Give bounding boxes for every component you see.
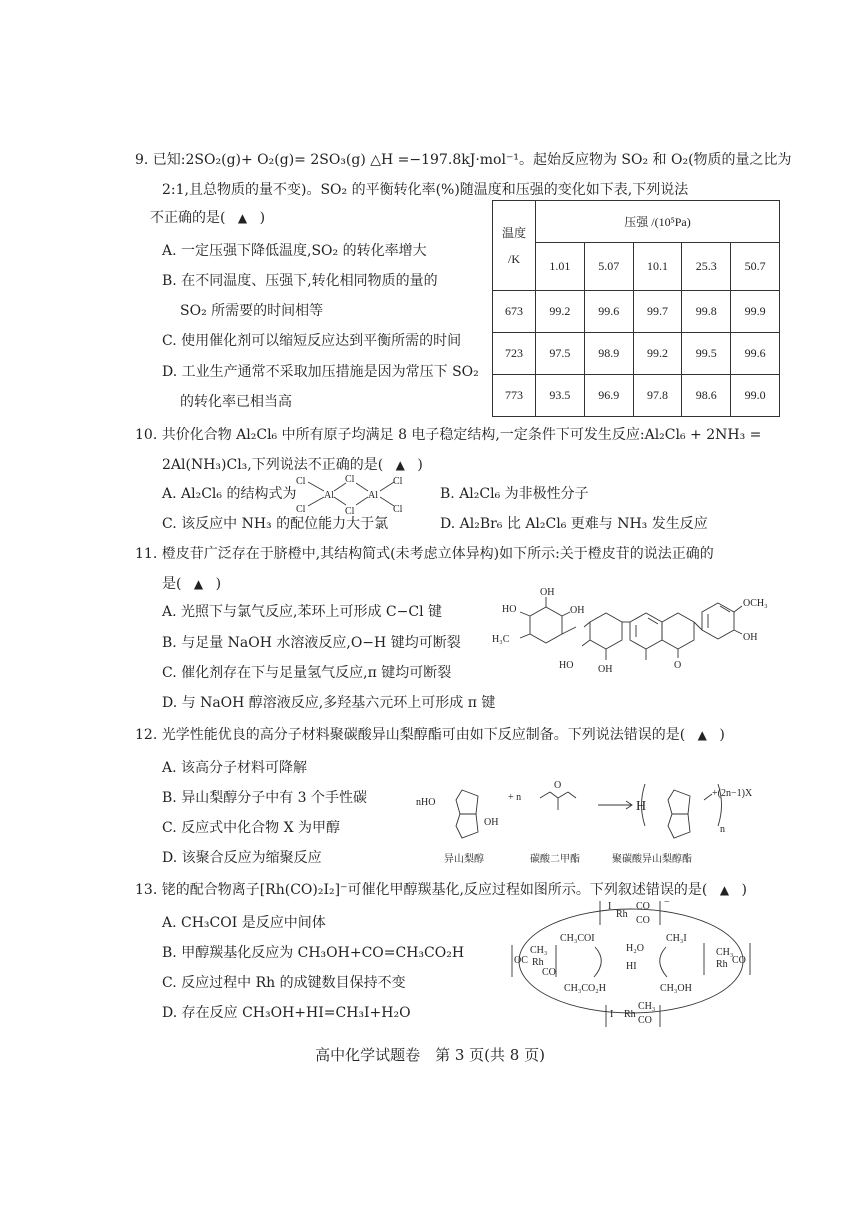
answer-marker: ▲ (237, 211, 248, 225)
answer-marker: ▲ (395, 458, 405, 472)
repeat-count-label: n (720, 824, 725, 835)
q13-close: ) (741, 882, 747, 898)
pressure-value: 1.01 (536, 243, 585, 291)
table-cell: 99.8 (682, 291, 731, 333)
q9-option-b-line2: SO₂ 所需要的时间相等 (180, 303, 324, 319)
hesperidin-structure-diagram (490, 582, 768, 682)
q9-option-b-line1: B. 在不同温度、压强下,转化相同物质的量的 (162, 273, 438, 289)
q11-option-a: A. 光照下与氯气反应,苯环上可形成 C−Cl 键 (162, 604, 442, 620)
charge-label: − (664, 897, 670, 908)
q13-option-a: A. CH₃COI 是反应中间体 (162, 915, 326, 931)
table-row (493, 291, 780, 333)
table-cell: 93.5 (536, 375, 585, 417)
rhodium-label: Rh (532, 957, 544, 968)
carbonyl-label: CO (638, 1015, 652, 1026)
hydroxyl-label: OH (743, 632, 758, 643)
temperature-cell: 673 (493, 291, 536, 333)
q9-option-c: C. 使用催化剂可以缩短反应达到平衡所需的时间 (162, 333, 462, 349)
oxygen-label: O (554, 780, 562, 791)
chlorine-label: Cl (393, 504, 403, 515)
temperature-cell: 723 (493, 333, 536, 375)
pressure-value: 5.07 (584, 243, 633, 291)
chlorine-label: Cl (345, 474, 355, 485)
oxygen-label: O (674, 660, 682, 671)
table-cell: 99.6 (584, 291, 633, 333)
pressure-value: 10.1 (633, 243, 682, 291)
polymer-label: 聚碳酸异山梨醇酯 (612, 854, 692, 865)
chlorine-label: Cl (393, 476, 403, 487)
carbonyl-label: CO (732, 955, 746, 966)
table-cell: 98.6 (682, 375, 731, 417)
isosorbide-hydroxyl-label: nHO (416, 797, 436, 808)
iodide-label: I (608, 901, 612, 912)
methyl-label: CH₃ (638, 1001, 656, 1012)
q9-option-d-line2: 的转化率已相当高 (180, 394, 292, 410)
ch3coi-label: CH₃COI (560, 933, 595, 944)
table-cell: 99.9 (731, 291, 780, 333)
iodide-label: I (610, 1009, 614, 1020)
q11-option-b: B. 与足量 NaOH 水溶液反应,O−H 键均可断裂 (162, 635, 461, 651)
methoxy-label: OCH₃ (743, 598, 768, 609)
table-cell: 97.8 (633, 375, 682, 417)
dimethyl-carbonate-label: 碳酸二甲酯 (530, 854, 580, 865)
hi-label: HI (626, 961, 637, 972)
aluminum-label: Al (368, 490, 378, 501)
q9-close: ) (259, 210, 266, 226)
pressure-value: 50.7 (731, 243, 780, 291)
page-footer: 高中化学试题卷 第 3 页(共 8 页) (315, 1046, 545, 1064)
q12-option-a: A. 该高分子材料可降解 (162, 760, 308, 776)
isosorbide-label: 异山梨醇 (444, 854, 484, 865)
q9-prompt: 不正确的是( (150, 210, 226, 226)
temperature-header: 温度 /K (493, 201, 536, 291)
q12-prompt: 12. 光学性能优良的高分子材料聚碳酸异山梨醇酯可由如下反应制备。下列说法错误的是( (135, 727, 686, 743)
table-cell: 98.9 (584, 333, 633, 375)
q13-option-d: D. 存在反应 CH₃OH+HI=CH₃I+H₂O (162, 1005, 411, 1021)
polymer-end-label: H (636, 799, 647, 814)
hydroxyl-label: HO (559, 660, 574, 671)
carbonyl-label: CO (542, 967, 556, 978)
catalytic-cycle-diagram (500, 895, 762, 1030)
table-cell: 99.7 (633, 291, 682, 333)
acetic-acid-label: CH₃CO₂H (564, 983, 606, 994)
q10-stem-line1: 10. 共价化合物 Al₂Cl₆ 中所有原子均满足 8 电子稳定结构,一定条件下可发生反应:Al₂Cl₆ + 2NH₃ = (135, 427, 762, 443)
methyl-label: CH₃ (530, 945, 548, 956)
methyl-label: H₃C (492, 634, 510, 645)
methyl-label: CH₃ (716, 947, 734, 958)
carbonyl-label: CO (636, 915, 650, 926)
q13-option-c: C. 反应过程中 Rh 的成键数目保持不变 (162, 975, 406, 991)
pressure-value: 25.3 (682, 243, 731, 291)
q11-stem-line1: 11. 橙皮苷广泛存在于脐橙中,其结构简式(未考虑立体异构)如下所示:关于橙皮苷的说法正确的 (135, 546, 714, 562)
hydroxyl-label: HO (502, 604, 517, 615)
water-label: H₂O (626, 943, 644, 954)
aluminum-label: Al (324, 490, 334, 501)
q12-close: ) (719, 727, 725, 743)
q11-close: ) (215, 576, 222, 592)
hydroxyl-label: OH (570, 605, 585, 616)
table-cell: 99.0 (731, 375, 780, 417)
table-cell: 96.9 (584, 375, 633, 417)
al2cl6-structure-diagram (296, 472, 408, 516)
carbonyl-label: OC (514, 955, 528, 966)
byproduct-label: +(2n−1)X (712, 788, 753, 799)
plus-n-label: + n (508, 792, 522, 803)
hydroxyl-label: OH (540, 587, 555, 598)
table-row (493, 375, 780, 417)
ch3i-label: CH₃I (666, 933, 687, 944)
q13-prompt: 13. 铑的配合物离子[Rh(CO)₂I₂]⁻可催化甲醇羰基化,反应过程如图所示。下列叙述错误的是( (135, 882, 708, 898)
answer-marker: ▲ (193, 577, 204, 591)
chlorine-label: Cl (296, 504, 306, 515)
isosorbide-hydroxyl-label: OH (484, 817, 499, 828)
rhodium-label: Rh (616, 909, 628, 920)
table-cell: 99.6 (731, 333, 780, 375)
q9-option-d-line1: D. 工业生产通常不采取加压措施是因为常压下 SO₂ (162, 364, 479, 380)
q11-prompt: 是( (162, 576, 182, 592)
q9-stem-line3 (150, 208, 265, 228)
q12-option-c: C. 反应式中化合物 X 为甲醇 (162, 820, 340, 836)
q10-option-a: A. Al₂Cl₆ 的结构式为 (162, 486, 297, 502)
q13-option-b: B. 甲醇羰基化反应为 CH₃OH+CO=CH₃CO₂H (162, 945, 465, 961)
table-row (493, 333, 780, 375)
q10-prompt: 2Al(NH₃)Cl₃,下列说法不正确的是( (162, 457, 384, 473)
table-cell: 99.5 (682, 333, 731, 375)
carbonyl-label: CO (636, 901, 650, 912)
q12-stem-line1 (135, 725, 725, 745)
q9-option-a: A. 一定压强下降低温度,SO₂ 的转化率增大 (162, 243, 427, 259)
chlorine-label: Cl (345, 506, 355, 517)
q10-option-c: C. 该反应中 NH₃ 的配位能力大于氯 (162, 516, 389, 532)
table-cell: 99.2 (536, 291, 585, 333)
chlorine-label: Cl (296, 476, 306, 487)
q11-stem-line2 (162, 574, 221, 594)
q11-option-c: C. 催化剂存在下与足量氢气反应,π 键均可断裂 (162, 665, 452, 681)
hydroxyl-label: OH (598, 664, 613, 675)
q9-stem-line2: 2:1,且总物质的量不变)。SO₂ 的平衡转化率(%)随温度和压强的变化如下表,下列说法 (162, 182, 689, 198)
conversion-table (492, 200, 780, 417)
table-cell: 97.5 (536, 333, 585, 375)
q10-option-b: B. Al₂Cl₆ 为非极性分子 (440, 486, 589, 502)
answer-marker: ▲ (719, 883, 730, 897)
q9-stem-line1: 9. 已知:2SO₂(g)+ O₂(g)= 2SO₃(g) △H =−197.8kJ·mol⁻¹。起始反应物为 SO₂ 和 O₂(物质的量之比为 (135, 152, 792, 168)
polymerization-scheme (412, 770, 762, 870)
q10-option-d: D. Al₂Br₆ 比 Al₂Cl₆ 更难与 NH₃ 发生反应 (440, 516, 708, 532)
rhodium-label: Rh (716, 959, 728, 970)
methanol-label: CH₃OH (660, 983, 692, 994)
table-cell: 99.2 (633, 333, 682, 375)
rhodium-label: Rh (624, 1009, 636, 1020)
temperature-cell: 773 (493, 375, 536, 417)
pressure-header: 压强 /(10⁵Pa) (536, 201, 780, 243)
q10-close: ) (417, 457, 423, 473)
q11-option-d: D. 与 NaOH 醇溶液反应,多羟基六元环上可形成 π 键 (162, 695, 496, 711)
answer-marker: ▲ (697, 728, 707, 742)
q12-option-b: B. 异山梨醇分子中有 3 个手性碳 (162, 790, 367, 806)
q12-option-d: D. 该聚合反应为缩聚反应 (162, 850, 322, 866)
